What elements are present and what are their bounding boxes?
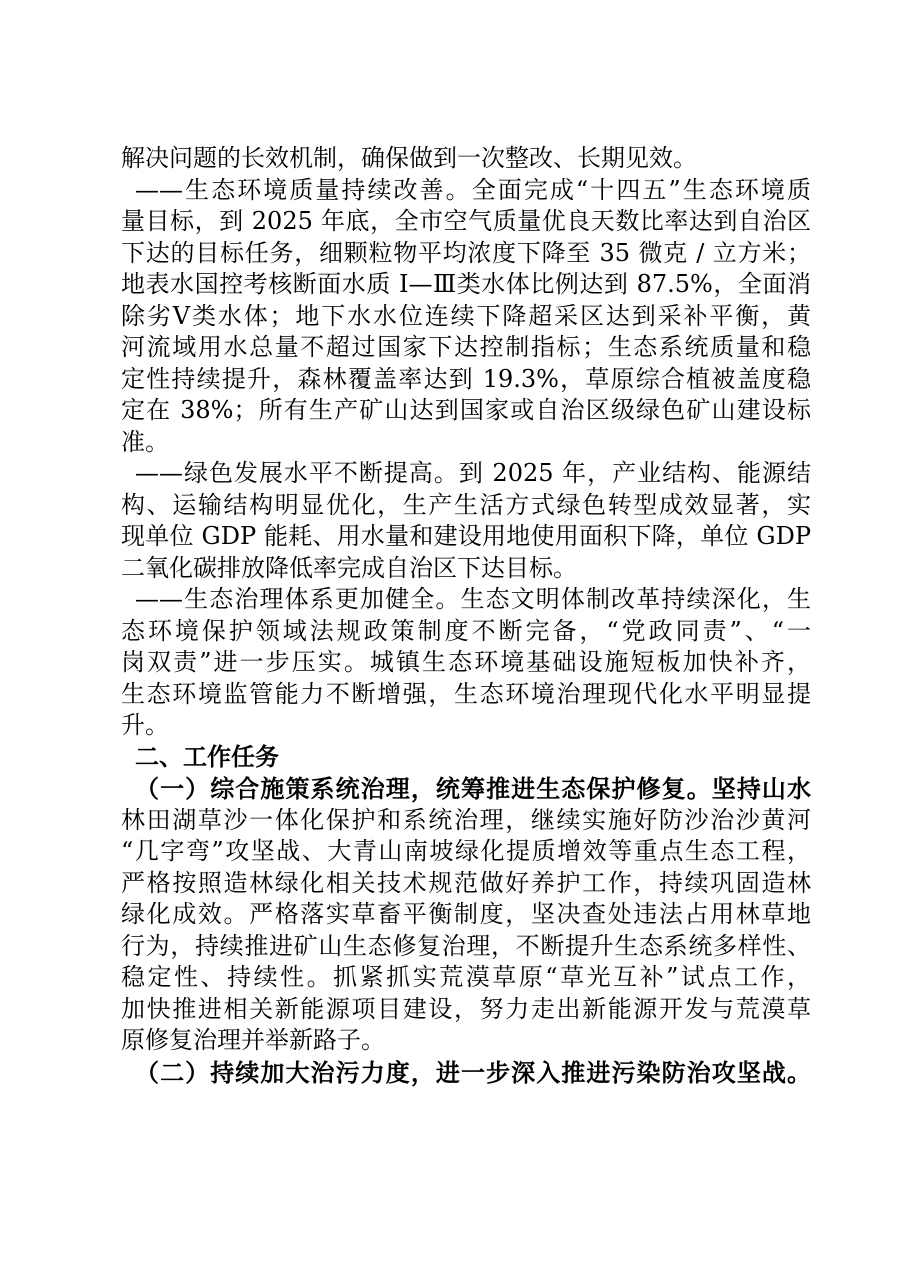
paragraph-line: 定性持续提升，森林覆盖率达到 19.3%，草原综合植被盖度稳 bbox=[121, 364, 811, 393]
paragraph-line: ——生态治理体系更加健全。生态文明体制改革持续深化，生 bbox=[135, 585, 811, 613]
paragraph-line: 林田湖草沙一体化保护和系统治理，继续实施好防沙治沙黄河 bbox=[121, 805, 811, 834]
paragraph-line: 严格按照造林绿化相关技术规范做好养护工作，持续巩固造林 bbox=[121, 868, 811, 897]
paragraph-line: 河流域用水总量不超过国家下达控制指标；生态系统质量和稳 bbox=[121, 333, 811, 361]
paragraph-line: 下达的目标任务，细颗粒物平均浓度下降至 35 微克 / 立方米； bbox=[121, 238, 811, 267]
paragraph-line: 岗双责”进一步压实。城镇生态环境基础设施短板加快补齐， bbox=[121, 648, 811, 676]
paragraph-line: ——绿色发展水平不断提高。到 2025 年，产业结构、能源结 bbox=[135, 459, 811, 487]
paragraph-line: （二）持续加大治污力度，进一步深入推进污染防治攻坚战。 bbox=[135, 1057, 811, 1087]
paragraph-line: 升。 bbox=[121, 711, 169, 739]
paragraph-line: 构、运输结构明显优化，生产生活方式绿色转型成效显著，实 bbox=[121, 490, 811, 519]
paragraph-line: 绿化成效。严格落实草畜平衡制度，坚决查处违法占用林草地 bbox=[121, 900, 811, 928]
paragraph-line: 准。 bbox=[121, 427, 169, 456]
paragraph-line: 态环境保护领域法规政策制度不断完备，“党政同责”、“一 bbox=[121, 616, 811, 645]
paragraph-line: 除劣Ⅴ类水体；地下水水位连续下降超采区达到采补平衡，黄 bbox=[121, 301, 811, 330]
paragraph-line: 原修复治理并举新路子。 bbox=[121, 1026, 385, 1054]
paragraph-line: 生态环境监管能力不断增强，生态环境治理现代化水平明显提 bbox=[121, 679, 811, 708]
paragraph-line: 定在 38%；所有生产矿山达到国家或自治区级绿色矿山建设标 bbox=[121, 396, 811, 424]
paragraph-line: 现单位 GDP 能耗、用水量和建设用地使用面积下降，单位 GDP bbox=[121, 522, 811, 550]
paragraph-line: ——生态环境质量持续改善。全面完成“十四五”生态环境质 bbox=[135, 175, 811, 204]
paragraph-line: （一）综合施策系统治理，统筹推进生态保护修复。坚持山水 bbox=[135, 774, 811, 803]
paragraph-line: “几字弯”攻坚战、大青山南坡绿化提质增效等重点生态工程， bbox=[121, 837, 811, 865]
paragraph-line: 行为，持续推进矿山生态修复治理，不断提升生态系统多样性、 bbox=[121, 931, 811, 960]
paragraph-line: 稳定性、持续性。抓紧抓实荒漠草原“草光互补”试点工作， bbox=[121, 963, 811, 991]
paragraph-line: 加快推进相关新能源项目建设，努力走出新能源开发与荒漠草 bbox=[121, 994, 811, 1023]
paragraph-line: 解决问题的长效机制，确保做到一次整改、长期见效。 bbox=[121, 144, 697, 172]
paragraph-line: 地表水国控考核断面水质 I—Ⅲ类水体比例达到 87.5%，全面消 bbox=[121, 270, 811, 298]
section-heading: 二、工作任务 bbox=[135, 742, 279, 771]
paragraph-line: 量目标，到 2025 年底，全市空气质量优良天数比率达到自治区 bbox=[121, 207, 811, 235]
document-body bbox=[121, 143, 811, 1088]
paragraph-line: 二氧化碳排放降低率完成自治区下达目标。 bbox=[121, 553, 577, 582]
